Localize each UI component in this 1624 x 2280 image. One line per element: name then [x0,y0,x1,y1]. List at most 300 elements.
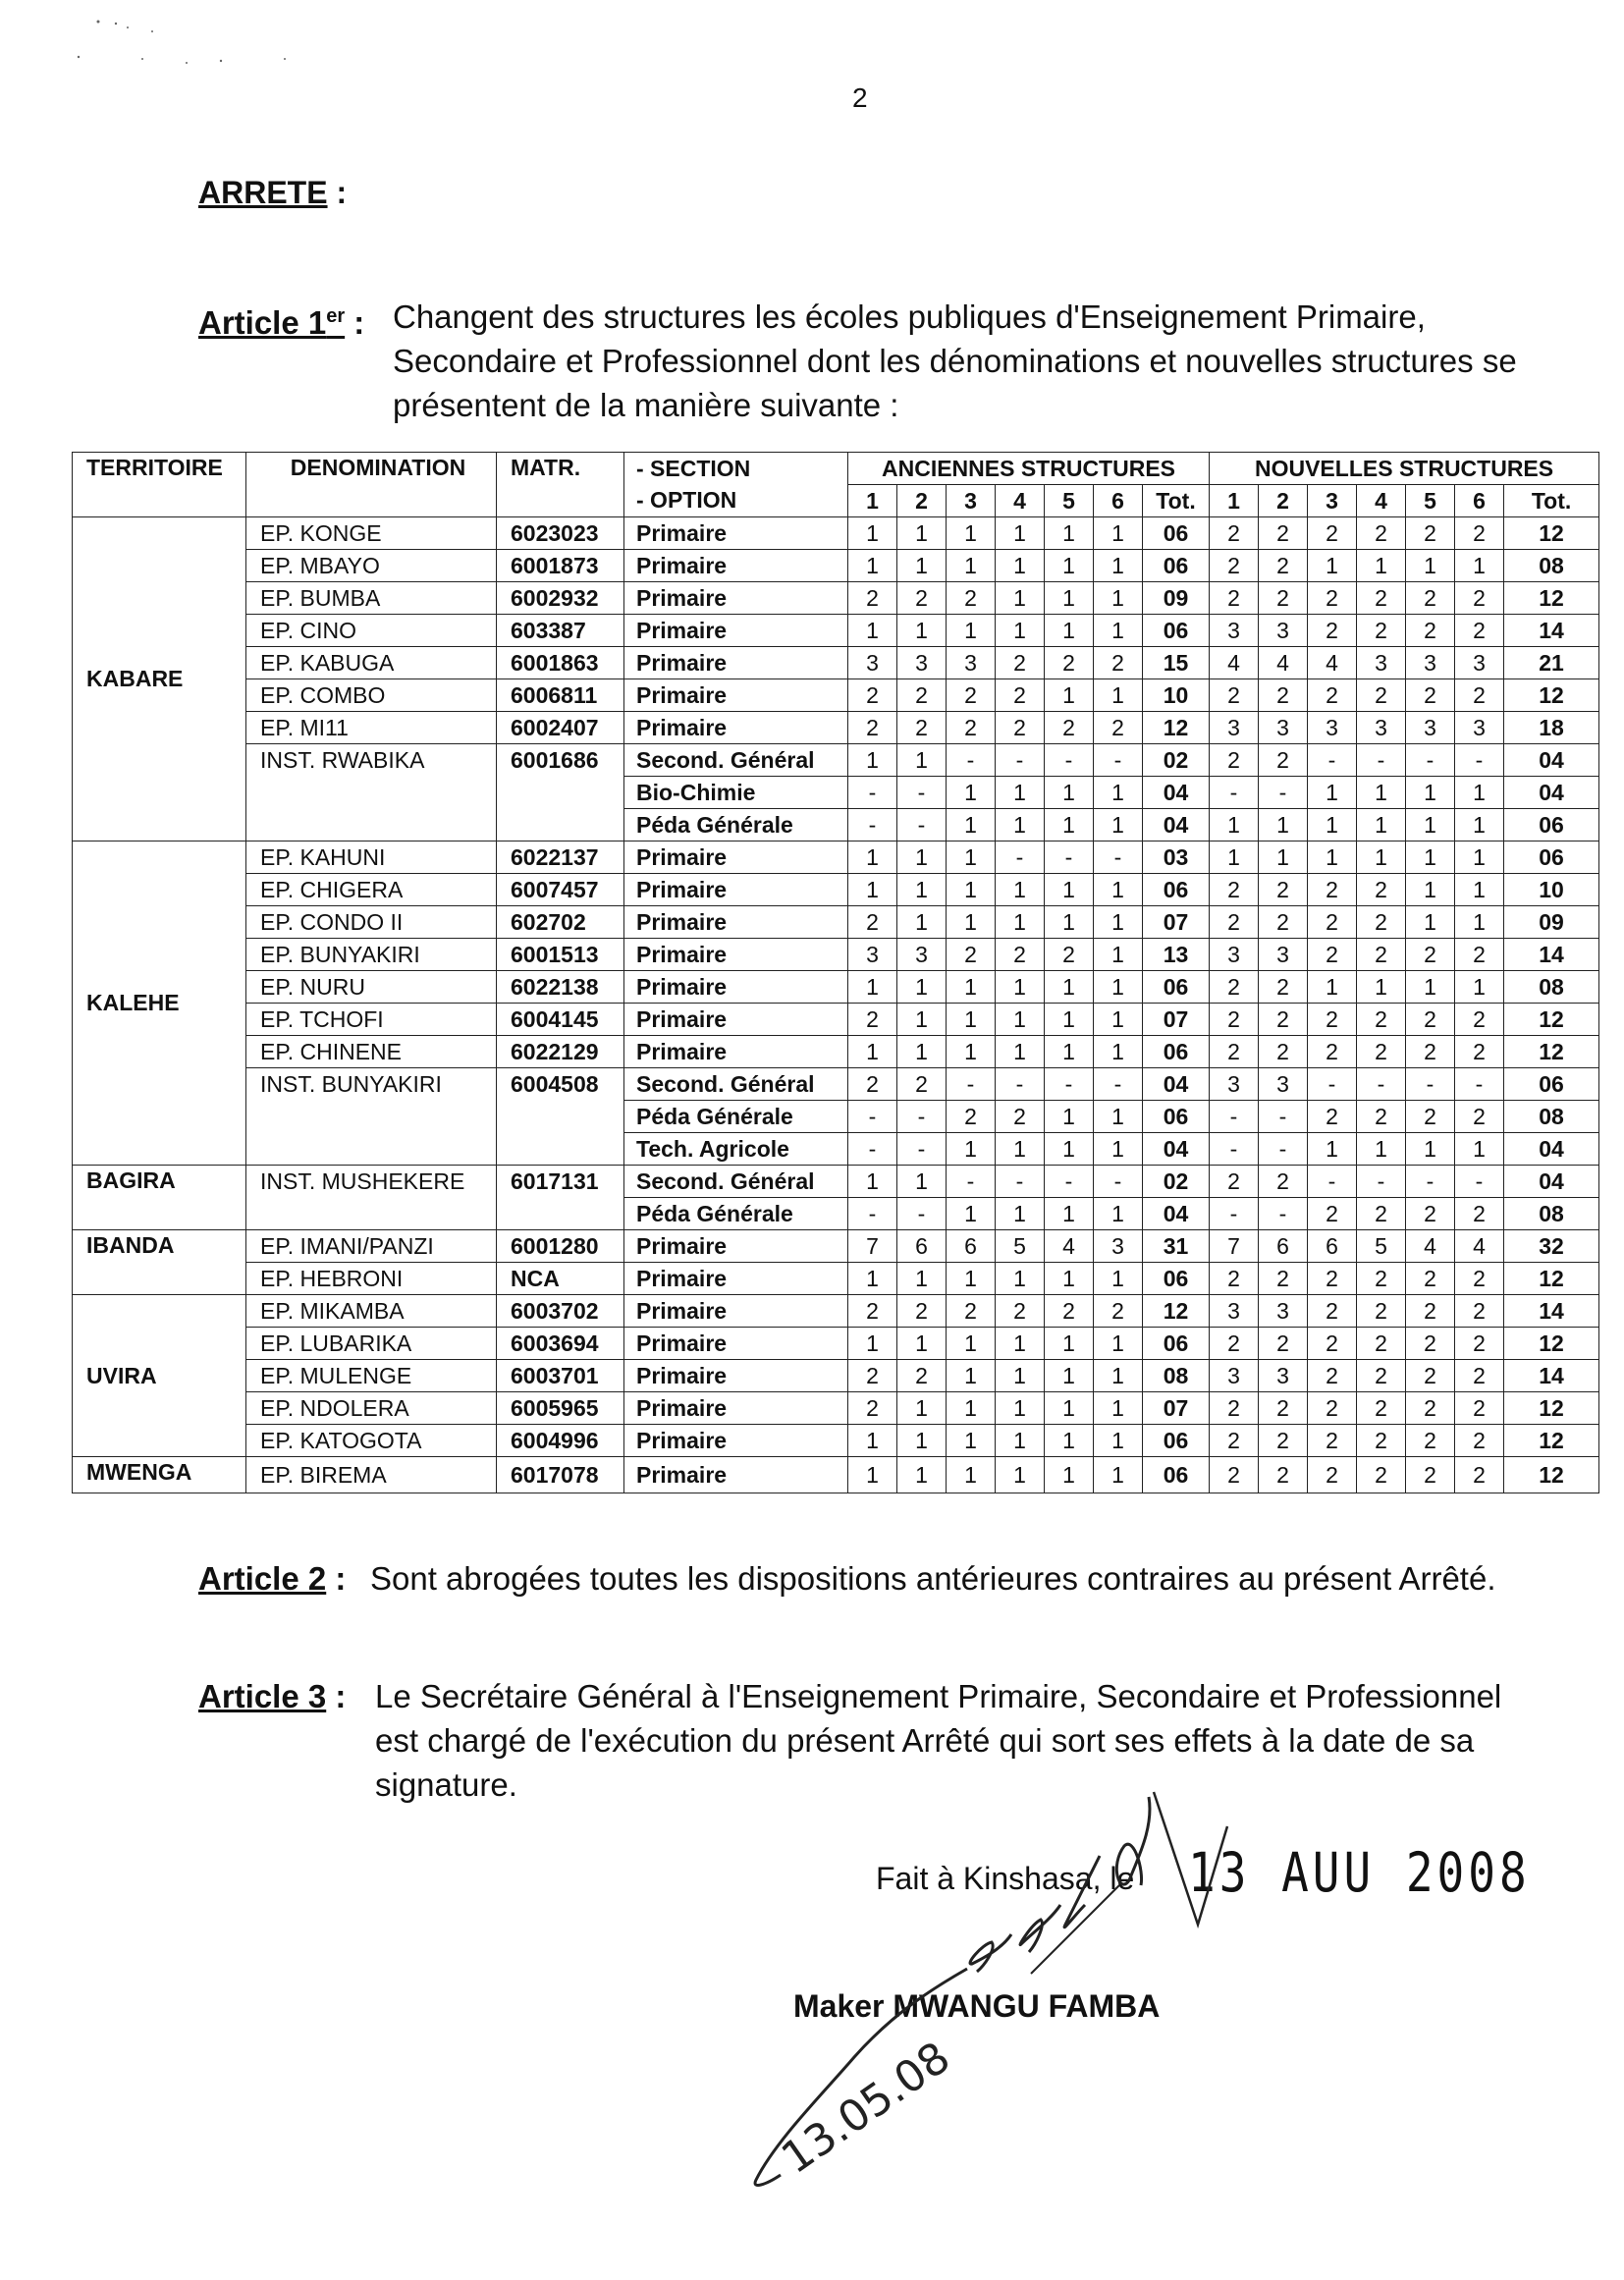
nouvelles-value-cell: 1 [1455,777,1504,809]
matr-cell: 6001686 [497,744,624,777]
matr-cell: 6023023 [497,517,624,550]
anciennes-value-cell: - [1094,841,1143,874]
matr-cell: 6001280 [497,1230,624,1263]
section-cell: Primaire [624,939,848,971]
anciennes-value-cell: 2 [947,1101,996,1133]
nouvelles-value-cell: 1 [1357,971,1406,1004]
anciennes-value-cell: 2 [848,679,897,712]
nouvelles-value-cell: 09 [1504,906,1599,939]
nouvelles-value-cell: 2 [1210,1263,1259,1295]
denomination-cell: EP. KATOGOTA [246,1425,497,1457]
anciennes-value-cell: 1 [996,809,1045,841]
nouvelles-value-cell: 2 [1455,1004,1504,1036]
anciennes-value-cell: 1 [1094,874,1143,906]
anciennes-value-cell: 02 [1143,744,1210,777]
anciennes-value-cell: 1 [1094,1198,1143,1230]
nouvelles-value-cell: - [1308,1166,1357,1198]
denomination-cell [246,1133,497,1166]
nouvelles-value-cell: 5 [1357,1230,1406,1263]
nouvelles-value-cell: 2 [1455,1457,1504,1493]
nouvelles-value-cell: 18 [1504,712,1599,744]
table-row [73,1392,1599,1425]
anciennes-value-cell: - [947,1068,996,1101]
matr-cell: 6001873 [497,550,624,582]
nouvelles-value-cell: 2 [1210,679,1259,712]
anciennes-value-cell: 1 [848,517,897,550]
anciennes-value-cell: 1 [1094,582,1143,615]
nouvelles-value-cell: 10 [1504,874,1599,906]
anciennes-value-cell: 1 [848,1166,897,1198]
article-1 [198,295,1573,423]
anciennes-value-cell: 2 [1045,647,1094,679]
anciennes-value-cell: 07 [1143,1004,1210,1036]
header-anciennes-col-2: 2 [897,485,947,517]
table-row [73,939,1599,971]
anciennes-value-cell: 06 [1143,1036,1210,1068]
nouvelles-value-cell: 2 [1210,582,1259,615]
nouvelles-value-cell: 3 [1406,647,1455,679]
matr-cell [497,1198,624,1230]
nouvelles-value-cell: 2 [1455,1295,1504,1328]
nouvelles-value-cell: 2 [1210,1425,1259,1457]
nouvelles-value-cell: 2 [1406,1198,1455,1230]
header-matr: MATR. [497,453,624,517]
denomination-cell: EP. NURU [246,971,497,1004]
anciennes-value-cell: - [848,809,897,841]
anciennes-value-cell: 1 [1045,550,1094,582]
section-cell: Péda Générale [624,1198,848,1230]
matr-cell: 6022137 [497,841,624,874]
anciennes-value-cell: 2 [897,582,947,615]
section-cell: Primaire [624,1036,848,1068]
anciennes-value-cell: 2 [1094,712,1143,744]
matr-cell: 6007457 [497,874,624,906]
nouvelles-value-cell: 1 [1455,809,1504,841]
header-nouvelles-col-5: 5 [1406,485,1455,517]
nouvelles-value-cell: 1 [1406,906,1455,939]
table-row [73,1036,1599,1068]
nouvelles-value-cell: 1 [1455,874,1504,906]
anciennes-value-cell: - [996,1166,1045,1198]
nouvelles-value-cell: 14 [1504,939,1599,971]
anciennes-value-cell: 1 [897,517,947,550]
scan-noise-marks [59,18,353,77]
nouvelles-value-cell: 2 [1308,1328,1357,1360]
header-anciennes-col-7: Tot. [1143,485,1210,517]
denomination-cell: EP. MULENGE [246,1360,497,1392]
nouvelles-value-cell: 2 [1357,1198,1406,1230]
anciennes-value-cell: - [1094,1166,1143,1198]
arrete-title: ARRETE [198,175,328,210]
nouvelles-value-cell: 2 [1210,971,1259,1004]
anciennes-value-cell: 1 [947,906,996,939]
nouvelles-value-cell: 1 [1308,841,1357,874]
denomination-cell: EP. LUBARIKA [246,1328,497,1360]
section-cell: Primaire [624,517,848,550]
matr-cell: 6002932 [497,582,624,615]
nouvelles-value-cell: - [1455,1166,1504,1198]
anciennes-value-cell: 4 [1045,1230,1094,1263]
table-row [73,1133,1599,1166]
anciennes-value-cell: 1 [1094,1457,1143,1493]
matr-cell: 6006811 [497,679,624,712]
matr-cell [497,1133,624,1166]
table-row [73,809,1599,841]
nouvelles-value-cell: 3 [1210,615,1259,647]
nouvelles-value-cell: 2 [1259,582,1308,615]
nouvelles-value-cell: 6 [1308,1230,1357,1263]
anciennes-value-cell: 1 [996,1360,1045,1392]
nouvelles-value-cell: 2 [1455,1425,1504,1457]
anciennes-value-cell: 31 [1143,1230,1210,1263]
section-cell: Primaire [624,1295,848,1328]
anciennes-value-cell: 07 [1143,1392,1210,1425]
anciennes-value-cell: 04 [1143,809,1210,841]
table-row [73,1068,1599,1101]
nouvelles-value-cell: 2 [1357,582,1406,615]
nouvelles-value-cell: - [1259,1133,1308,1166]
nouvelles-value-cell: 1 [1406,841,1455,874]
anciennes-value-cell: 1 [996,1392,1045,1425]
table-row [73,517,1599,550]
nouvelles-value-cell: - [1210,1198,1259,1230]
header-nouvelles-col-3: 3 [1308,485,1357,517]
anciennes-value-cell: 2 [848,1392,897,1425]
anciennes-value-cell: 2 [1045,712,1094,744]
anciennes-value-cell: 1 [897,615,947,647]
anciennes-value-cell: 1 [1094,1036,1143,1068]
article-1-label [198,304,345,341]
anciennes-value-cell: 1 [1094,809,1143,841]
anciennes-value-cell: 1 [1094,615,1143,647]
anciennes-value-cell: 1 [947,1425,996,1457]
anciennes-value-cell: 1 [897,550,947,582]
nouvelles-value-cell: 04 [1504,1133,1599,1166]
anciennes-value-cell: 1 [1045,582,1094,615]
anciennes-value-cell: 1 [947,1457,996,1493]
header-section: - SECTION [624,453,848,485]
anciennes-value-cell: 2 [947,939,996,971]
denomination-cell: EP. CINO [246,615,497,647]
nouvelles-value-cell: - [1259,777,1308,809]
nouvelles-value-cell: 3 [1259,1068,1308,1101]
anciennes-value-cell: 1 [848,550,897,582]
header-nouvelles-col-1: 1 [1210,485,1259,517]
nouvelles-value-cell: 2 [1210,874,1259,906]
nouvelles-value-cell: - [1406,1068,1455,1101]
nouvelles-value-cell: 4 [1455,1230,1504,1263]
nouvelles-value-cell: 2 [1308,1295,1357,1328]
anciennes-value-cell: - [996,1068,1045,1101]
nouvelles-value-cell: 4 [1259,647,1308,679]
table-row [73,1425,1599,1457]
nouvelles-value-cell: 2 [1357,1004,1406,1036]
anciennes-value-cell: - [1045,744,1094,777]
denomination-cell: EP. TCHOFI [246,1004,497,1036]
nouvelles-value-cell: 7 [1210,1230,1259,1263]
anciennes-value-cell: 1 [1045,1036,1094,1068]
nouvelles-value-cell: 2 [1308,874,1357,906]
nouvelles-value-cell: 2 [1259,679,1308,712]
nouvelles-value-cell: 1 [1406,550,1455,582]
anciennes-value-cell: 1 [1045,971,1094,1004]
anciennes-value-cell: 12 [1143,712,1210,744]
nouvelles-value-cell: 2 [1308,1004,1357,1036]
handwritten-signature [736,1787,1247,2199]
nouvelles-value-cell: 4 [1308,647,1357,679]
handwritten-date: 13.05.08 [773,2032,959,2185]
nouvelles-value-cell: 2 [1406,939,1455,971]
arrete-colon: : [327,175,348,210]
table-row [73,1198,1599,1230]
anciennes-value-cell: - [947,744,996,777]
anciennes-value-cell: - [1094,1068,1143,1101]
nouvelles-value-cell: 2 [1308,582,1357,615]
header-anciennes-col-5: 5 [1045,485,1094,517]
nouvelles-value-cell: 2 [1210,1036,1259,1068]
anciennes-value-cell: 12 [1143,1295,1210,1328]
header-territoire: TERRITOIRE [73,453,246,517]
nouvelles-value-cell: 2 [1259,971,1308,1004]
nouvelles-value-cell: 2 [1308,906,1357,939]
anciennes-value-cell: 06 [1143,971,1210,1004]
denomination-cell: EP. BUMBA [246,582,497,615]
denomination-cell: EP. MI11 [246,712,497,744]
anciennes-value-cell: - [996,744,1045,777]
anciennes-value-cell: 1 [848,971,897,1004]
nouvelles-value-cell: 2 [1357,1036,1406,1068]
anciennes-value-cell: 2 [897,1295,947,1328]
nouvelles-value-cell: 2 [1357,939,1406,971]
nouvelles-value-cell: 2 [1259,517,1308,550]
anciennes-value-cell: 1 [947,550,996,582]
nouvelles-value-cell: 4 [1210,647,1259,679]
nouvelles-value-cell: 12 [1504,1457,1599,1493]
matr-cell: 6001863 [497,647,624,679]
anciennes-value-cell: - [848,777,897,809]
anciennes-value-cell: 2 [947,1295,996,1328]
anciennes-value-cell: - [1045,1166,1094,1198]
nouvelles-value-cell: 2 [1259,1328,1308,1360]
denomination-cell: EP. KAHUNI [246,841,497,874]
anciennes-value-cell: 1 [1094,550,1143,582]
table-row [73,550,1599,582]
nouvelles-value-cell: 2 [1259,906,1308,939]
matr-cell: 6004508 [497,1068,624,1101]
territoire-cell: KALEHE [73,841,246,1166]
anciennes-value-cell: 1 [1045,679,1094,712]
denomination-cell: EP. HEBRONI [246,1263,497,1295]
nouvelles-value-cell: - [1357,1166,1406,1198]
anciennes-value-cell: 2 [897,1360,947,1392]
nouvelles-value-cell: 04 [1504,777,1599,809]
anciennes-value-cell: 1 [947,809,996,841]
anciennes-value-cell: 1 [996,906,1045,939]
denomination-cell: EP. CHINENE [246,1036,497,1068]
anciennes-value-cell: 06 [1143,1425,1210,1457]
matr-cell [497,809,624,841]
anciennes-value-cell: - [947,1166,996,1198]
section-cell: Primaire [624,679,848,712]
nouvelles-value-cell: 1 [1357,809,1406,841]
anciennes-value-cell: 2 [947,712,996,744]
anciennes-value-cell: 1 [1045,1133,1094,1166]
anciennes-value-cell: - [897,1198,947,1230]
table-row [73,679,1599,712]
anciennes-value-cell: 1 [996,1328,1045,1360]
nouvelles-value-cell: 2 [1259,1036,1308,1068]
anciennes-value-cell: 1 [1045,615,1094,647]
matr-cell: 6003702 [497,1295,624,1328]
nouvelles-value-cell: 2 [1406,1425,1455,1457]
nouvelles-value-cell: 1 [1406,809,1455,841]
nouvelles-value-cell: 1 [1308,1133,1357,1166]
nouvelles-value-cell: 08 [1504,1101,1599,1133]
nouvelles-value-cell: 04 [1504,1166,1599,1198]
anciennes-value-cell: 06 [1143,1457,1210,1493]
nouvelles-value-cell: 2 [1455,1360,1504,1392]
nouvelles-value-cell: 2 [1455,1328,1504,1360]
nouvelles-value-cell: 2 [1406,582,1455,615]
nouvelles-value-cell: 2 [1259,550,1308,582]
anciennes-value-cell: 06 [1143,874,1210,906]
denomination-cell: EP. MIKAMBA [246,1295,497,1328]
nouvelles-value-cell: 2 [1357,1263,1406,1295]
nouvelles-value-cell: 21 [1504,647,1599,679]
nouvelles-value-cell: 2 [1357,1360,1406,1392]
anciennes-value-cell: 1 [996,1263,1045,1295]
anciennes-value-cell: 04 [1143,1133,1210,1166]
anciennes-value-cell: 3 [947,647,996,679]
table-row [73,971,1599,1004]
anciennes-value-cell: 1 [897,1425,947,1457]
matr-cell: 603387 [497,615,624,647]
anciennes-value-cell: 1 [996,1036,1045,1068]
nouvelles-value-cell: 4 [1406,1230,1455,1263]
anciennes-value-cell: 1 [1045,1004,1094,1036]
anciennes-value-cell: 1 [1045,1328,1094,1360]
nouvelles-value-cell: 2 [1259,874,1308,906]
section-cell: Primaire [624,906,848,939]
anciennes-value-cell: - [897,1133,947,1166]
denomination-cell: EP. MBAYO [246,550,497,582]
section-cell: Primaire [624,841,848,874]
anciennes-value-cell: 2 [996,1295,1045,1328]
anciennes-value-cell: 1 [1094,777,1143,809]
nouvelles-value-cell: 1 [1259,841,1308,874]
anciennes-value-cell: 1 [848,615,897,647]
anciennes-value-cell: 1 [947,971,996,1004]
header-nouvelles-col-2: 2 [1259,485,1308,517]
section-cell: Primaire [624,971,848,1004]
anciennes-value-cell: 1 [1045,1457,1094,1493]
nouvelles-value-cell: 2 [1308,1198,1357,1230]
header-option: - OPTION [624,485,848,517]
anciennes-value-cell: 2 [996,939,1045,971]
anciennes-value-cell: 04 [1143,777,1210,809]
nouvelles-value-cell: 12 [1504,679,1599,712]
nouvelles-value-cell: 2 [1259,1392,1308,1425]
nouvelles-value-cell: 3 [1259,1360,1308,1392]
anciennes-value-cell: 08 [1143,1360,1210,1392]
anciennes-value-cell: 1 [1045,1360,1094,1392]
matr-cell: 6002407 [497,712,624,744]
header-nouvelles-col-6: 6 [1455,485,1504,517]
nouvelles-value-cell: 3 [1259,712,1308,744]
nouvelles-value-cell: 3 [1308,712,1357,744]
anciennes-value-cell: 3 [848,647,897,679]
denomination-cell: EP. NDOLERA [246,1392,497,1425]
anciennes-value-cell: 04 [1143,1068,1210,1101]
nouvelles-value-cell: 2 [1210,744,1259,777]
anciennes-value-cell: 2 [1045,939,1094,971]
nouvelles-value-cell: 1 [1357,1133,1406,1166]
place-text: Fait à Kinshasa, le [876,1861,1135,1896]
nouvelles-value-cell: - [1308,744,1357,777]
anciennes-value-cell: 06 [1143,1263,1210,1295]
anciennes-value-cell: 1 [996,1425,1045,1457]
section-cell: Primaire [624,1457,848,1493]
denomination-cell: INST. RWABIKA [246,744,497,777]
anciennes-value-cell: - [996,841,1045,874]
territoire-cell: IBANDA [73,1230,246,1295]
nouvelles-value-cell: 1 [1357,841,1406,874]
anciennes-value-cell: 1 [947,1328,996,1360]
nouvelles-value-cell: 2 [1308,1263,1357,1295]
anciennes-value-cell: 2 [947,582,996,615]
anciennes-value-cell: 1 [1094,1425,1143,1457]
section-cell: Second. Général [624,1068,848,1101]
table-row [73,1230,1599,1263]
anciennes-value-cell: 1 [1045,1198,1094,1230]
anciennes-value-cell: 1 [947,841,996,874]
header-nouvelles-col-7: Tot. [1504,485,1599,517]
nouvelles-value-cell: 1 [1210,809,1259,841]
nouvelles-value-cell: 06 [1504,809,1599,841]
nouvelles-value-cell: 2 [1406,1036,1455,1068]
nouvelles-value-cell: 2 [1210,1392,1259,1425]
nouvelles-value-cell: 1 [1406,777,1455,809]
nouvelles-value-cell: 2 [1406,1101,1455,1133]
anciennes-value-cell: 1 [996,1457,1045,1493]
nouvelles-value-cell: 2 [1210,906,1259,939]
nouvelles-value-cell: 3 [1357,712,1406,744]
nouvelles-value-cell: 2 [1406,517,1455,550]
anciennes-value-cell: 1 [947,517,996,550]
anciennes-value-cell: 2 [947,679,996,712]
nouvelles-value-cell: - [1210,1101,1259,1133]
nouvelles-value-cell: 3 [1455,712,1504,744]
nouvelles-value-cell: 2 [1357,517,1406,550]
nouvelles-value-cell: 2 [1406,1457,1455,1493]
anciennes-value-cell: 3 [897,647,947,679]
nouvelles-value-cell: 06 [1504,1068,1599,1101]
anciennes-value-cell: 1 [996,1133,1045,1166]
header-nouvelles-col-4: 4 [1357,485,1406,517]
anciennes-value-cell: 1 [1045,809,1094,841]
anciennes-value-cell: 1 [848,1036,897,1068]
nouvelles-value-cell: - [1357,744,1406,777]
nouvelles-value-cell: 3 [1406,712,1455,744]
anciennes-value-cell: 1 [1045,517,1094,550]
anciennes-value-cell: 1 [947,615,996,647]
page-number: 2 [852,82,868,113]
anciennes-value-cell: 1 [897,1166,947,1198]
header-anciennes-col-4: 4 [996,485,1045,517]
nouvelles-value-cell: 1 [1210,841,1259,874]
nouvelles-value-cell: 06 [1504,841,1599,874]
anciennes-value-cell: 2 [848,1004,897,1036]
